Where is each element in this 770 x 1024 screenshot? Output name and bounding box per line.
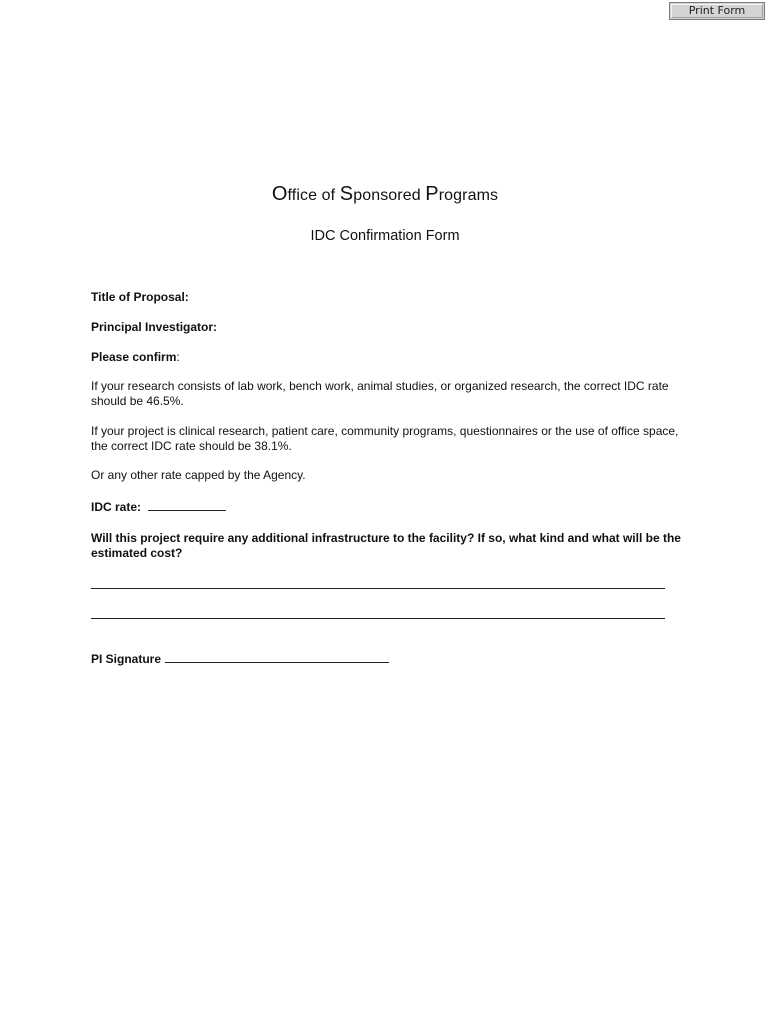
title-of-proposal-label: Title of Proposal: — [91, 290, 189, 304]
infrastructure-answer-line-1[interactable] — [91, 575, 665, 589]
print-form-button[interactable]: Print Form — [669, 2, 765, 20]
title-part-4: P — [425, 183, 439, 205]
please-confirm-label — [91, 350, 180, 364]
title-part-0: O — [271, 183, 288, 205]
title-part-1: ffice of — [287, 187, 340, 204]
page-subtitle: IDC Confirmation Form — [310, 228, 460, 244]
idc-rate-field[interactable] — [148, 498, 226, 511]
rate-paragraph-clinical: If your project is clinical research, patient care, community programs, questionnaires or the use of office space, the correct IDC rate should be 38.1%. — [91, 424, 679, 453]
idc-rate-row — [91, 498, 226, 514]
infrastructure-answer-line-2[interactable] — [91, 605, 665, 619]
principal-investigator-label: Principal Investigator: — [91, 320, 218, 334]
pi-signature-row — [91, 650, 389, 666]
rate-paragraph-lab: If your research consists of lab work, bench work, animal studies, or organized research, the correct IDC rate should be 46.5%. — [91, 379, 669, 408]
please-confirm-colon: : — [176, 350, 180, 364]
rate-paragraph-other: Or any other rate capped by the Agency. — [91, 468, 306, 482]
page-title — [0, 183, 770, 206]
title-part-5: rograms — [438, 187, 499, 204]
please-confirm-text: Please confirm — [91, 350, 177, 364]
idc-rate-label: IDC rate: — [91, 500, 142, 514]
infrastructure-question: Will this project require any additional infrastructure to the facility? If so, what kind and what will be the estimated cost? — [91, 531, 681, 560]
title-part-3: ponsored — [353, 187, 426, 204]
pi-signature-field[interactable] — [165, 650, 389, 663]
title-part-2: S — [339, 183, 354, 205]
pi-signature-label: PI Signature — [91, 652, 162, 666]
